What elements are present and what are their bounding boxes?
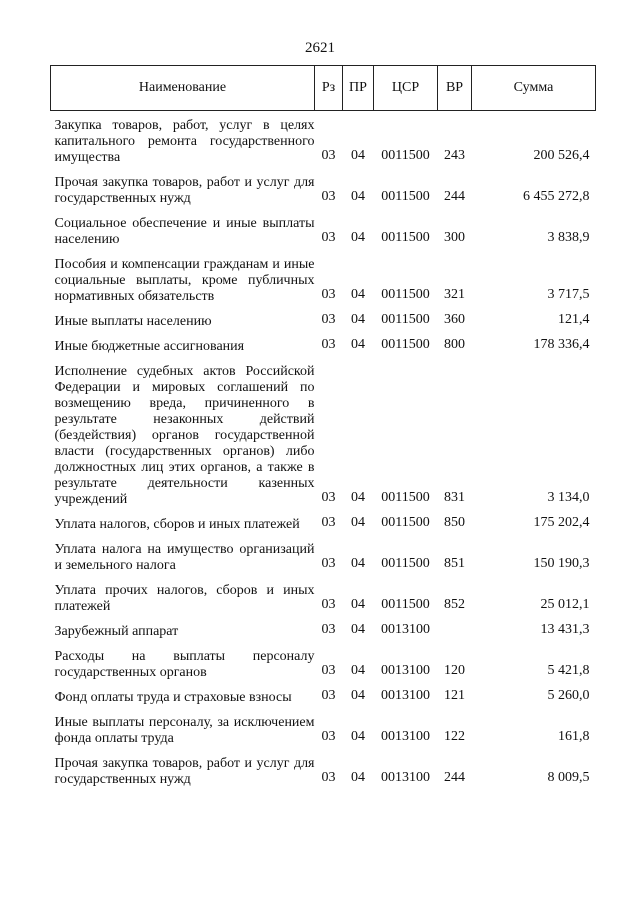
cell-sum: 3 838,9: [547, 230, 590, 245]
cell-sum: 5 260,0: [547, 688, 590, 703]
cell-vr: 800: [444, 337, 465, 352]
cell-rz: 03: [321, 597, 336, 612]
cell-csr: 0011500: [381, 148, 430, 163]
cell-name: Исполнение судебных актов Российской Федерации и мировых соглашений по возмещению вреда, причиненного в результате незаконных действий (бездействия) органов государственной власти (государственных органов) либо должностных лиц этих органов, а также в результате деятельности казенных учреждений: [54, 364, 315, 507]
cell-vr: 121: [444, 688, 465, 703]
cell-pr: 04: [351, 688, 365, 703]
cell-sum: 25 012,1: [540, 597, 590, 612]
cell-csr: 0011500: [381, 189, 430, 204]
cell-rz: 03: [321, 337, 336, 352]
cell-name: Иные выплаты населению: [54, 314, 212, 329]
cell-csr: 0011500: [381, 515, 430, 530]
table-row: [51, 510, 596, 535]
cell-sum: 161,8: [558, 729, 590, 744]
cell-pr: 04: [351, 515, 365, 530]
cell-pr: 04: [351, 312, 365, 327]
cell-vr: 831: [444, 490, 465, 505]
cell-csr: 0011500: [381, 490, 430, 505]
cell-rz: 03: [321, 148, 336, 163]
header-vr: ВР: [438, 66, 472, 111]
cell-name: Уплата налога на имущество организаций и земельного налога: [54, 542, 315, 573]
table-row: [51, 307, 596, 332]
cell-vr: 244: [444, 189, 465, 204]
cell-vr: 120: [444, 663, 465, 678]
cell-pr: 04: [351, 556, 365, 571]
cell-pr: 04: [351, 230, 365, 245]
cell-name: Иные выплаты персоналу, за исключением фонда оплаты труда: [54, 715, 315, 746]
table-row: [51, 576, 596, 617]
cell-vr: 852: [444, 597, 465, 612]
cell-name: Зарубежный аппарат: [54, 624, 179, 639]
table-row: [51, 332, 596, 357]
cell-csr: 0013100: [381, 663, 430, 678]
cell-name: Уплата налогов, сборов и иных платежей: [54, 517, 300, 532]
cell-pr: 04: [351, 622, 365, 637]
cell-rz: 03: [321, 287, 336, 302]
table-body: [51, 111, 596, 791]
cell-sum: 178 336,4: [533, 337, 590, 352]
cell-name: Пособия и компенсации гражданам и иные социальные выплаты, кроме публичных нормативных обязательств: [54, 257, 315, 304]
cell-sum: 3 134,0: [547, 490, 590, 505]
cell-rz: 03: [321, 189, 336, 204]
cell-pr: 04: [351, 597, 365, 612]
cell-csr: 0013100: [381, 688, 430, 703]
header-sum: Сумма: [472, 66, 596, 111]
cell-csr: 0011500: [381, 337, 430, 352]
cell-pr: 04: [351, 729, 365, 744]
cell-vr: 244: [444, 770, 465, 785]
cell-vr: 300: [444, 230, 465, 245]
table-row: [51, 250, 596, 307]
cell-vr: 851: [444, 556, 465, 571]
cell-sum: 5 421,8: [547, 663, 590, 678]
cell-pr: 04: [351, 490, 365, 505]
table-row: [51, 708, 596, 749]
cell-rz: 03: [321, 556, 336, 571]
cell-csr: 0013100: [381, 729, 430, 744]
cell-pr: 04: [351, 663, 365, 678]
budget-table: [50, 65, 596, 790]
cell-sum: 175 202,4: [533, 515, 590, 530]
cell-csr: 0011500: [381, 556, 430, 571]
table-row: [51, 209, 596, 250]
cell-csr: 0011500: [381, 287, 430, 302]
cell-name: Закупка товаров, работ, услуг в целях капитального ремонта государственного имущества: [54, 118, 315, 165]
cell-sum: 6 455 272,8: [523, 189, 590, 204]
cell-pr: 04: [351, 287, 365, 302]
table-row: [51, 642, 596, 683]
page-number: 2621: [305, 40, 335, 56]
cell-csr: 0013100: [381, 622, 430, 637]
cell-sum: 121,4: [558, 312, 590, 327]
header-pr: ПР: [343, 66, 374, 111]
table-row: [51, 357, 596, 510]
cell-name: Прочая закупка товаров, работ и услуг для государственных нужд: [54, 756, 315, 787]
cell-name: Уплата прочих налогов, сборов и иных платежей: [54, 583, 315, 614]
cell-pr: 04: [351, 770, 365, 785]
cell-csr: 0011500: [381, 230, 430, 245]
cell-csr: 0011500: [381, 597, 430, 612]
cell-vr: 122: [444, 729, 465, 744]
cell-rz: 03: [321, 729, 336, 744]
cell-sum: 3 717,5: [547, 287, 590, 302]
cell-rz: 03: [321, 490, 336, 505]
cell-vr: 243: [444, 148, 465, 163]
header-name: Наименование: [51, 66, 315, 111]
cell-vr: 321: [444, 287, 465, 302]
cell-rz: 03: [321, 663, 336, 678]
table-row: [51, 617, 596, 642]
table-row: [51, 749, 596, 790]
cell-name: Социальное обеспечение и иные выплаты населению: [54, 216, 315, 247]
cell-sum: 150 190,3: [533, 556, 590, 571]
cell-pr: 04: [351, 148, 365, 163]
table-row: [51, 111, 596, 169]
header-csr: ЦСР: [374, 66, 438, 111]
cell-csr: 0013100: [381, 770, 430, 785]
cell-vr: [438, 617, 472, 642]
cell-rz: 03: [321, 312, 336, 327]
table-row: [51, 535, 596, 576]
cell-pr: 04: [351, 189, 365, 204]
cell-sum: 8 009,5: [547, 770, 590, 785]
cell-csr: 0011500: [381, 312, 430, 327]
cell-rz: 03: [321, 688, 336, 703]
table-row: [51, 168, 596, 209]
cell-pr: 04: [351, 337, 365, 352]
cell-rz: 03: [321, 770, 336, 785]
table-row: [51, 683, 596, 708]
cell-sum: 200 526,4: [533, 148, 590, 163]
cell-rz: 03: [321, 622, 336, 637]
header-rz: Рз: [315, 66, 343, 111]
cell-rz: 03: [321, 515, 336, 530]
cell-name: Фонд оплаты труда и страховые взносы: [54, 690, 292, 705]
table-header-row: [51, 66, 596, 111]
cell-name: Прочая закупка товаров, работ и услуг для государственных нужд: [54, 175, 315, 206]
cell-rz: 03: [321, 230, 336, 245]
cell-vr: 360: [444, 312, 465, 327]
cell-name: Расходы на выплаты персоналу государственных органов: [54, 649, 315, 680]
cell-name: Иные бюджетные ассигнования: [54, 339, 245, 354]
cell-sum: 13 431,3: [540, 622, 590, 637]
cell-vr: 850: [444, 515, 465, 530]
